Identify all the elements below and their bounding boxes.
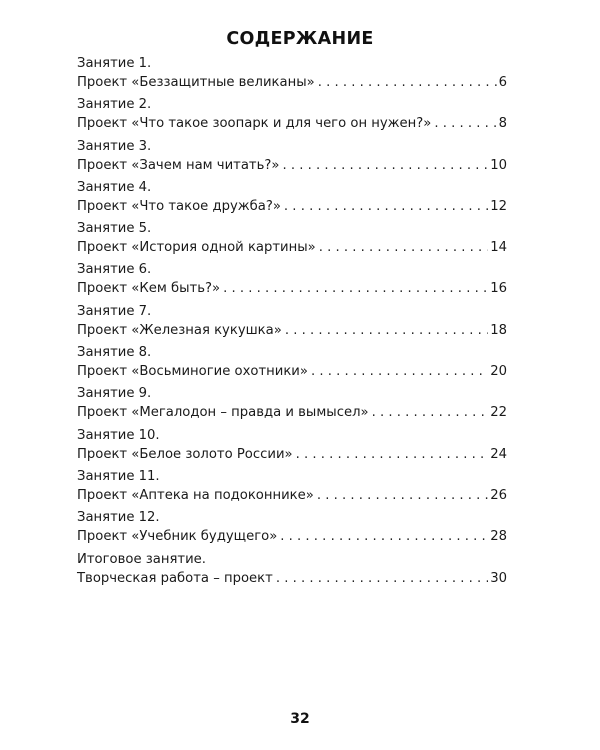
page-number: 32 xyxy=(290,711,310,727)
toc-entry xyxy=(77,508,507,549)
toc-page-number: 26 xyxy=(490,487,507,503)
toc-entry-title: Проект «История одной картины» xyxy=(77,240,316,256)
dot-leader xyxy=(317,486,488,505)
toc-entry-title: Проект «Восьминогие охотники» xyxy=(77,364,308,380)
toc-page-number: 16 xyxy=(490,281,507,297)
dot-leader xyxy=(319,238,488,257)
toc-page-number: 20 xyxy=(490,364,507,380)
toc-entry-title: Проект «Белое золото России» xyxy=(77,446,293,462)
toc-entry xyxy=(77,54,507,95)
toc-entry xyxy=(77,550,507,591)
toc-page-number: 30 xyxy=(490,570,507,586)
toc-entry-line xyxy=(77,445,507,464)
toc-lesson-label: Занятие 1. xyxy=(77,56,152,71)
dot-leader xyxy=(284,197,488,216)
toc-entry-title: Проект «Что такое зоопарк и для чего он нужен?» xyxy=(77,116,432,132)
toc-entry-line xyxy=(77,114,507,133)
toc-page-number: 22 xyxy=(490,405,507,421)
toc-page-number: 18 xyxy=(490,322,507,338)
toc-page-number: 24 xyxy=(490,446,507,462)
toc-lesson-label: Занятие 4. xyxy=(77,179,152,195)
toc-entry xyxy=(77,467,507,508)
toc-lesson-label: Занятие 3. xyxy=(77,138,152,154)
dot-leader xyxy=(280,527,488,546)
toc-entry-title: Проект «Беззащитные великаны» xyxy=(77,75,315,90)
toc-entry-line xyxy=(77,486,507,505)
toc-entry xyxy=(77,343,507,384)
toc-lesson-label: Занятие 6. xyxy=(77,262,152,278)
toc-entry-line xyxy=(77,197,507,216)
toc-page-number: 6 xyxy=(498,75,507,90)
toc-entry-line xyxy=(77,527,507,546)
toc-entry xyxy=(77,178,507,219)
toc-entry-title: Проект «Что такое дружба?» xyxy=(77,198,281,214)
toc-page-number: 14 xyxy=(490,240,507,256)
toc-page-number: 28 xyxy=(490,529,507,545)
toc-lesson-label: Занятие 9. xyxy=(77,386,152,402)
toc-entry-title: Проект «Учебник будущего» xyxy=(77,529,278,545)
toc-entry-title: Проект «Железная кукушка» xyxy=(77,322,282,338)
page-title: СОДЕРЖАНИЕ xyxy=(226,29,374,49)
toc-entry xyxy=(77,302,507,343)
dot-leader xyxy=(372,403,489,422)
toc-entry xyxy=(77,426,507,467)
toc-lesson-label: Занятие 7. xyxy=(77,303,152,319)
toc-entry-line xyxy=(77,238,507,257)
toc-page-number: 10 xyxy=(490,157,507,173)
toc-lesson-label: Итоговое занятие. xyxy=(77,551,206,567)
toc-entry-title: Проект «Аптека на подоконнике» xyxy=(77,487,314,503)
dot-leader xyxy=(285,321,488,340)
toc-entry-title: Проект «Мегалодон – правда и вымысел» xyxy=(77,405,369,421)
toc-entry xyxy=(77,219,507,260)
toc-entry xyxy=(77,137,507,178)
toc-lesson-label: Занятие 5. xyxy=(77,221,152,237)
toc-entry-line xyxy=(77,362,507,381)
toc-page-number: 12 xyxy=(490,198,507,214)
toc-entry-title: Творческая работа – проект xyxy=(77,570,273,586)
toc-entry-line xyxy=(77,321,507,340)
dot-leader xyxy=(434,114,496,133)
toc-lesson-label: Занятие 2. xyxy=(77,97,152,113)
table-of-contents xyxy=(77,54,507,591)
toc-entry xyxy=(77,95,507,136)
toc-entry-line xyxy=(77,279,507,298)
toc-lesson-label: Занятие 11. xyxy=(77,468,160,484)
toc-entry xyxy=(77,384,507,425)
toc-entry-line xyxy=(77,403,507,422)
toc-entry-line xyxy=(77,73,507,92)
toc-entry xyxy=(77,260,507,301)
toc-lesson-label: Занятие 10. xyxy=(77,427,160,443)
toc-page-number: 8 xyxy=(498,116,507,132)
dot-leader xyxy=(223,279,488,298)
dot-leader xyxy=(311,362,488,381)
toc-entry-title: Проект «Кем быть?» xyxy=(77,281,221,297)
dot-leader xyxy=(282,156,488,175)
dot-leader xyxy=(276,569,488,588)
toc-entry-line xyxy=(77,156,507,175)
toc-entry-line xyxy=(77,569,507,588)
toc-lesson-label: Занятие 8. xyxy=(77,345,152,361)
toc-lesson-label: Занятие 12. xyxy=(77,510,160,526)
dot-leader xyxy=(296,445,489,464)
toc-entry-title: Проект «Зачем нам читать?» xyxy=(77,157,280,173)
dot-leader xyxy=(318,73,497,92)
